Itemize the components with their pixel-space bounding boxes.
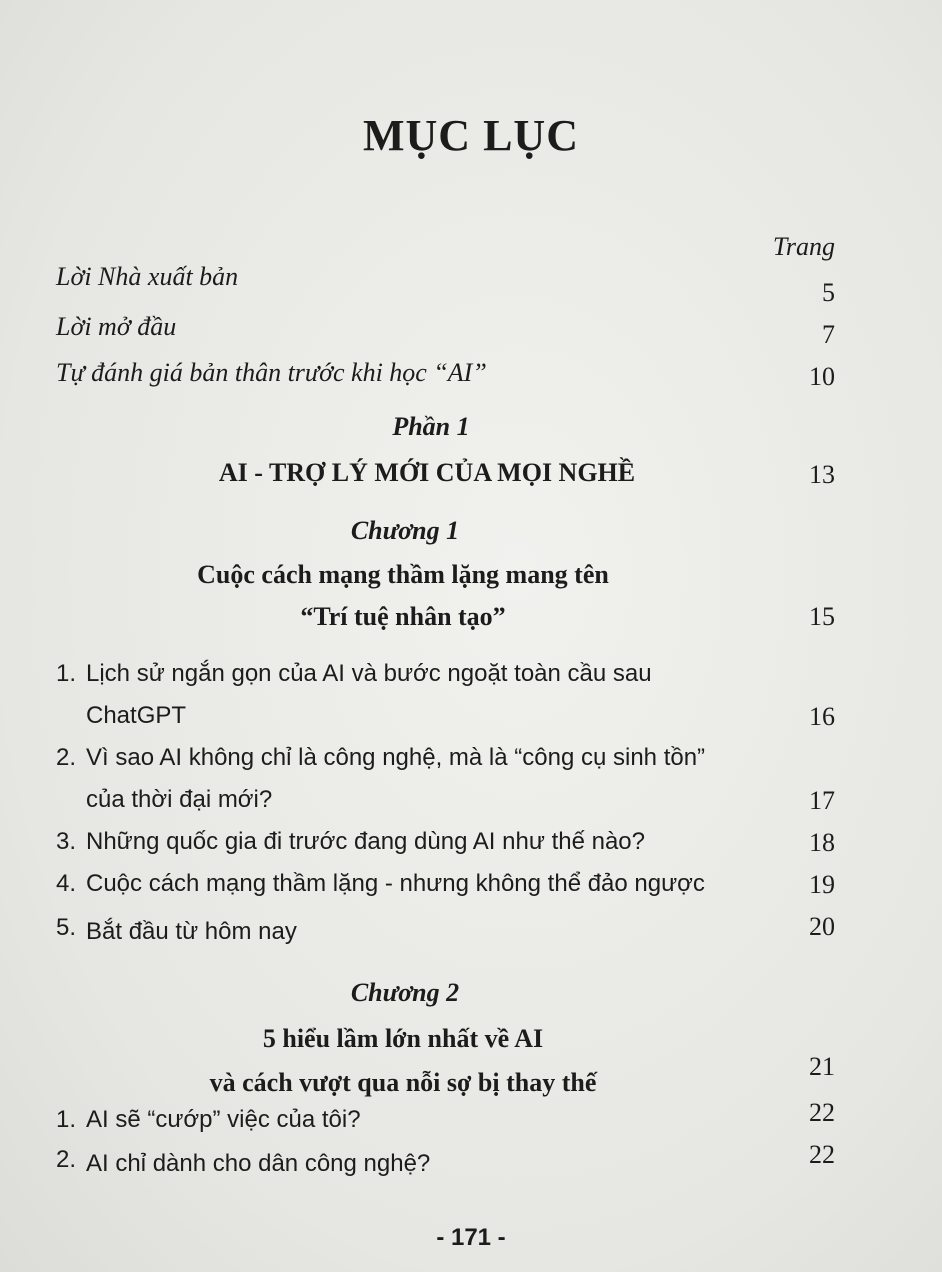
toc-item-number: 2.	[56, 744, 77, 771]
toc-item-title: AI sẽ “cướp” việc của tôi?	[86, 1106, 361, 1133]
page-column-header: Trang	[772, 232, 835, 261]
toc-item-title: Những quốc gia đi trước đang dùng AI như thế nào?	[86, 828, 645, 855]
chapter-label: Chương 2	[350, 978, 460, 1007]
chapter-page: 21	[809, 1052, 835, 1081]
chapter-title-line2: “Trí tuệ nhân tạo”	[300, 602, 506, 631]
toc-item-page: 18	[809, 828, 835, 857]
part-page: 13	[809, 460, 835, 489]
page-number: - 171 -	[436, 1224, 506, 1251]
toc-item-title-cont: ChatGPT	[86, 702, 187, 729]
toc-item-page: 17	[809, 786, 835, 815]
toc-entry-page: 5	[822, 278, 835, 307]
page-title: MỤC LỤC	[363, 111, 579, 160]
chapter-title-line2: và cách vượt qua nỗi sợ bị thay thế	[209, 1068, 597, 1097]
chapter-title-line1: 5 hiểu lầm lớn nhất về AI	[262, 1024, 544, 1053]
toc-item-number: 4.	[56, 870, 77, 897]
toc-entry-page: 10	[809, 362, 835, 391]
toc-item-title: Bắt đầu từ hôm nay	[86, 918, 297, 945]
toc-item-number: 1.	[56, 1106, 77, 1133]
chapter-title-line1: Cuộc cách mạng thầm lặng mang tên	[197, 560, 609, 589]
chapter-page: 15	[809, 602, 835, 631]
toc-item-number: 5.	[56, 914, 77, 941]
toc-entry-page: 7	[822, 320, 835, 349]
part-label: Phần 1	[392, 412, 470, 441]
toc-item-number: 3.	[56, 828, 77, 855]
toc-item-number: 1.	[56, 660, 77, 687]
toc-item-page: 22	[809, 1098, 835, 1127]
toc-item-title-cont: của thời đại mới?	[86, 786, 273, 813]
toc-item-page: 20	[809, 912, 835, 941]
toc-item-page: 22	[809, 1140, 835, 1169]
toc-item-title: AI chỉ dành cho dân công nghệ?	[86, 1150, 431, 1177]
toc-entry-label: Lời mở đầu	[56, 312, 177, 341]
toc-entry-label: Lời Nhà xuất bản	[56, 262, 239, 291]
toc-item-title: Cuộc cách mạng thầm lặng - nhưng không thể đảo ngược	[86, 870, 705, 897]
toc-entry-label: Tự đánh giá bản thân trước khi học “AI”	[56, 358, 487, 387]
toc-item-page: 16	[809, 702, 835, 731]
toc-item-number: 2.	[56, 1146, 77, 1173]
part-title: AI - TRỢ LÝ MỚI CỦA MỌI NGHỀ	[218, 458, 636, 487]
toc-item-title: Vì sao AI không chỉ là công nghệ, mà là “công cụ sinh tồn”	[86, 744, 706, 771]
toc-item-page: 19	[809, 870, 835, 899]
toc-item-title: Lịch sử ngắn gọn của AI và bước ngoặt toàn cầu sau	[86, 660, 652, 687]
chapter-label: Chương 1	[350, 516, 460, 545]
